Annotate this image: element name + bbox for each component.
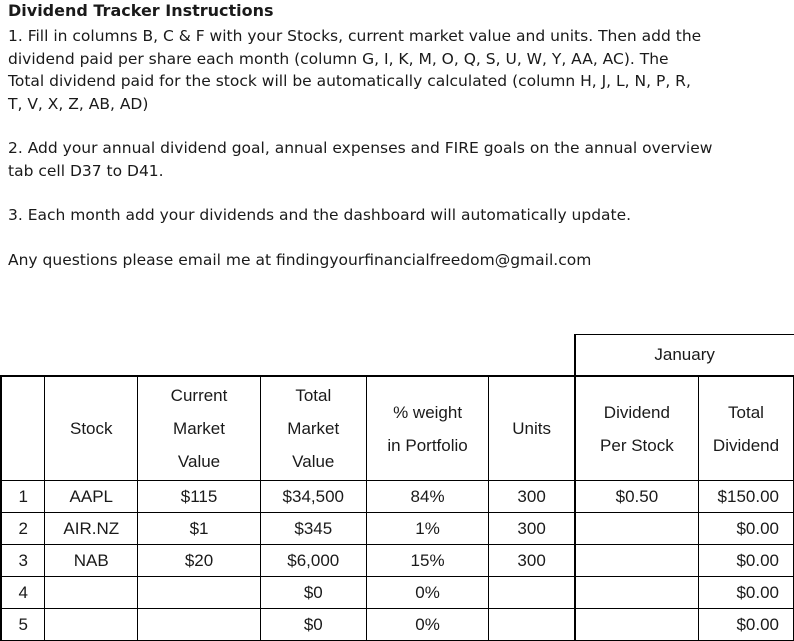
- weight-cell[interactable]: 84%: [366, 481, 489, 513]
- blank-cell: [138, 335, 261, 377]
- index-header[interactable]: [1, 376, 45, 481]
- total-dividend-cell[interactable]: $150.00: [699, 481, 794, 513]
- current-value-cell[interactable]: $1: [138, 513, 261, 545]
- stock-header[interactable]: Stock: [45, 376, 138, 481]
- table-row: [1, 609, 794, 641]
- table-row: [1, 513, 794, 545]
- step-2: [8, 137, 792, 182]
- stock-cell[interactable]: NAB: [45, 545, 138, 577]
- current-value-cell[interactable]: $20: [138, 545, 261, 577]
- total-value-cell[interactable]: $345: [260, 513, 366, 545]
- units-cell[interactable]: 300: [489, 545, 575, 577]
- dividend-table: [0, 334, 794, 641]
- table-row: [1, 481, 794, 513]
- dividend-per-stock-cell[interactable]: [575, 513, 699, 545]
- weight-cell[interactable]: 0%: [366, 609, 489, 641]
- dividend-per-stock-cell[interactable]: [575, 609, 699, 641]
- step-3: 3. Each month add your dividends and the dashboard will automatically update.: [8, 206, 632, 224]
- current-value-cell[interactable]: [138, 609, 261, 641]
- total-dividend-cell[interactable]: $0.00: [699, 545, 794, 577]
- total-dividend-cell[interactable]: $0.00: [699, 577, 794, 609]
- blank-cell: [260, 335, 366, 377]
- weight-cell[interactable]: 15%: [366, 545, 489, 577]
- dividend-per-stock-cell[interactable]: $0.50: [575, 481, 699, 513]
- row-index[interactable]: 1: [1, 481, 45, 513]
- units-cell[interactable]: 300: [489, 481, 575, 513]
- blank-cell: [1, 335, 45, 377]
- row-index[interactable]: 2: [1, 513, 45, 545]
- dividend-per-stock-cell[interactable]: [575, 577, 699, 609]
- total-value-cell[interactable]: $0: [260, 609, 366, 641]
- contact-line: Any questions please email me at findingyourfinancialfreedom@gmail.com: [8, 250, 592, 269]
- stock-cell[interactable]: [45, 609, 138, 641]
- total-value-cell[interactable]: $34,500: [260, 481, 366, 513]
- units-cell[interactable]: [489, 609, 575, 641]
- blank-cell: [489, 335, 575, 377]
- step-1-line-3: Total dividend paid for the stock will be automatically calculated (column H, J, L, N, P, R,: [8, 72, 691, 90]
- total-value-cell[interactable]: $0: [260, 577, 366, 609]
- step-2-line-1: 2. Add your annual dividend goal, annual expenses and FIRE goals on the annual overview: [8, 139, 713, 157]
- row-index[interactable]: 5: [1, 609, 45, 641]
- table-row: [1, 545, 794, 577]
- row-index[interactable]: 3: [1, 545, 45, 577]
- units-cell[interactable]: [489, 577, 575, 609]
- current-market-value-header[interactable]: Current Market Value: [138, 376, 261, 481]
- units-cell[interactable]: 300: [489, 513, 575, 545]
- table-row: [1, 577, 794, 609]
- instructions-title: Dividend Tracker Instructions: [8, 1, 274, 20]
- total-dividend-cell[interactable]: $0.00: [699, 513, 794, 545]
- dividend-per-stock-cell[interactable]: [575, 545, 699, 577]
- total-dividend-header[interactable]: Total Dividend: [699, 376, 794, 481]
- step-1-line-4: T, V, X, Z, AB, AD): [8, 94, 149, 113]
- step-1-line-2: dividend paid per share each month (column G, I, K, M, O, Q, S, U, W, Y, AA, AC). The: [8, 49, 669, 68]
- total-dividend-cell[interactable]: $0.00: [699, 609, 794, 641]
- total-market-value-header[interactable]: Total Market Value: [260, 376, 366, 481]
- weight-header[interactable]: % weight in Portfolio: [366, 376, 489, 481]
- month-header[interactable]: January: [575, 335, 794, 377]
- current-value-cell[interactable]: $115: [138, 481, 261, 513]
- total-value-cell[interactable]: $6,000: [260, 545, 366, 577]
- step-2-line-2: tab cell D37 to D41.: [8, 161, 164, 180]
- step-1-line-1: 1. Fill in columns B, C & F with your Stocks, current market value and units. Then add the: [8, 27, 702, 45]
- blank-cell: [45, 335, 138, 377]
- units-header[interactable]: Units: [489, 376, 575, 481]
- stock-cell[interactable]: [45, 577, 138, 609]
- dividend-per-stock-header[interactable]: Dividend Per Stock: [575, 376, 699, 481]
- weight-cell[interactable]: 0%: [366, 577, 489, 609]
- stock-cell[interactable]: AIR.NZ: [45, 513, 138, 545]
- row-index[interactable]: 4: [1, 577, 45, 609]
- step-1: [8, 25, 792, 115]
- weight-cell[interactable]: 1%: [366, 513, 489, 545]
- blank-cell: [366, 335, 489, 377]
- instructions-block: [8, 0, 792, 271]
- current-value-cell[interactable]: [138, 577, 261, 609]
- stock-cell[interactable]: AAPL: [45, 481, 138, 513]
